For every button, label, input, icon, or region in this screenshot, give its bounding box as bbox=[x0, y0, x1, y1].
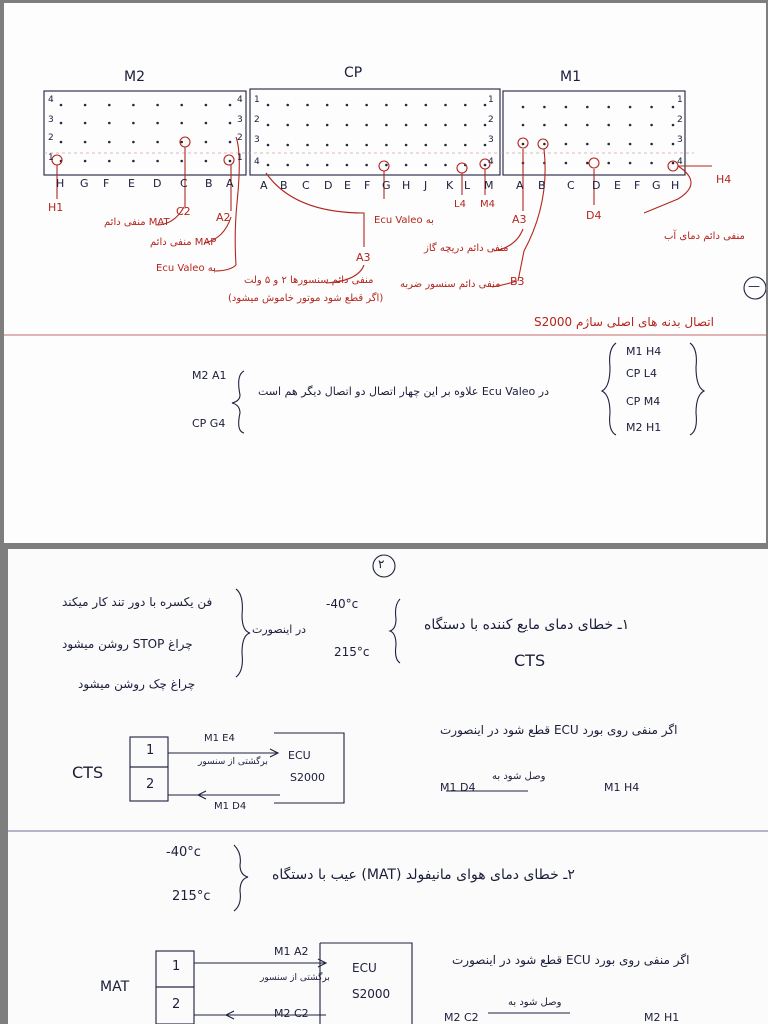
pin-dot bbox=[84, 141, 87, 144]
pin-dot bbox=[565, 162, 568, 165]
pin-dot bbox=[306, 124, 309, 127]
label-ecu-valeo-m2: Ecu Valeo به bbox=[156, 263, 216, 274]
pin-dot bbox=[365, 144, 368, 147]
m2-pin-f: F bbox=[103, 177, 110, 190]
pin-dot bbox=[229, 160, 232, 163]
connector-title-m1: M1 bbox=[560, 69, 581, 85]
pin-dot bbox=[326, 164, 329, 167]
pin-dot bbox=[229, 141, 232, 144]
pin-dot bbox=[84, 104, 87, 107]
section1-note: اگر منفی روی بورد ECU قطع شود در اینصورت bbox=[440, 723, 678, 737]
pin-dot bbox=[267, 164, 270, 167]
right-pin-4: M2 H1 bbox=[626, 421, 662, 434]
cts-return-note: برگشتی از سنسور bbox=[198, 757, 268, 767]
pin-dot bbox=[405, 164, 408, 167]
mat-ecu-label: ECU bbox=[352, 961, 377, 975]
cts-wire-bottom: M1 D4 bbox=[214, 801, 247, 812]
pin-dot bbox=[286, 124, 289, 127]
mat-wire-top: M1 A2 bbox=[274, 945, 309, 958]
section1-effect-2: چراغ STOP روشن میشود bbox=[62, 637, 193, 651]
pin-dot bbox=[365, 124, 368, 127]
cp-pin-e: E bbox=[344, 179, 351, 192]
pin-dot bbox=[629, 124, 632, 127]
section2-fix-text: وصل شود به bbox=[508, 997, 562, 1008]
pin-dot bbox=[205, 122, 208, 125]
m2-pin-b: B bbox=[205, 177, 213, 190]
label-main-negative: منفی دائم سنسورها ۲ و ۵ ولت bbox=[244, 275, 374, 286]
pin-dot bbox=[543, 124, 546, 127]
connector-diagram bbox=[4, 3, 766, 543]
pin-dot bbox=[565, 124, 568, 127]
m2-row-4-left: 4 bbox=[48, 95, 54, 105]
pin-dot bbox=[180, 141, 183, 144]
cts-pin-2: 2 bbox=[146, 777, 155, 792]
cp-pin-g: G bbox=[382, 179, 391, 192]
label-mat-negative: منفی دائم MAT bbox=[104, 217, 170, 228]
cp-pin-a: A bbox=[260, 179, 268, 192]
m2-pin-h: H bbox=[56, 177, 65, 190]
label-c2: C2 bbox=[176, 205, 191, 218]
pin-dot bbox=[180, 122, 183, 125]
pin-dot bbox=[650, 143, 653, 146]
m1-row-3-right: 3 bbox=[677, 135, 683, 145]
connector-title-cp: CP bbox=[344, 65, 363, 81]
notebook-page-2 bbox=[8, 549, 768, 1024]
cts-pin-1: 1 bbox=[146, 743, 155, 758]
pin-dot bbox=[365, 104, 368, 107]
cp-pin-d: D bbox=[324, 179, 333, 192]
pin-dot bbox=[543, 106, 546, 109]
connector-title-m2: M2 bbox=[124, 69, 145, 85]
label-h4: H4 bbox=[716, 173, 732, 186]
pin-dot bbox=[346, 144, 349, 147]
label-a3-m1: A3 bbox=[512, 213, 527, 226]
cp-row-1-right: 1 bbox=[488, 95, 494, 105]
pin-dot bbox=[484, 164, 487, 167]
label-map-negative: منفی دائم MAP bbox=[150, 237, 217, 248]
pin-dot bbox=[484, 144, 487, 147]
section1-fix-text: وصل شود به bbox=[492, 771, 546, 782]
pin-dot bbox=[156, 122, 159, 125]
pin-dot bbox=[229, 104, 232, 107]
pin-dot bbox=[346, 104, 349, 107]
cp-pin-c: C bbox=[302, 179, 310, 192]
section2-range-low: -40°c bbox=[166, 845, 201, 860]
pin-dot bbox=[132, 160, 135, 163]
cts-wire-top: M1 E4 bbox=[204, 733, 235, 744]
cp-row-2-right: 2 bbox=[488, 115, 494, 125]
pin-dot bbox=[607, 143, 610, 146]
section1-range-low: -40°c bbox=[326, 597, 359, 611]
pin-dot bbox=[444, 144, 447, 147]
pin-dot bbox=[132, 141, 135, 144]
section2-fix-to: M2 H1 bbox=[644, 1011, 680, 1024]
m2-connector-outline bbox=[44, 91, 246, 175]
pin-dot bbox=[286, 144, 289, 147]
label-knock-negative: منفی دائم سنسور ضربه bbox=[400, 279, 501, 290]
pin-dot bbox=[385, 144, 388, 147]
right-pin-1: M1 H4 bbox=[626, 345, 662, 358]
pin-dot bbox=[306, 104, 309, 107]
cp-row-3-right: 3 bbox=[488, 135, 494, 145]
pin-dot bbox=[650, 162, 653, 165]
pin-dot bbox=[672, 106, 675, 109]
m2-row-1-right: 1 bbox=[237, 153, 243, 163]
m1-row-2-right: 2 bbox=[677, 115, 683, 125]
cp-row-2-left: 2 bbox=[254, 115, 260, 125]
section2-fix-from: M2 C2 bbox=[444, 1011, 479, 1024]
cp-pin-h: H bbox=[402, 179, 411, 192]
pin-dot bbox=[425, 144, 428, 147]
pin-dot bbox=[205, 160, 208, 163]
pin-dot bbox=[565, 106, 568, 109]
m2-pin-d: D bbox=[153, 177, 162, 190]
pin-dot bbox=[464, 124, 467, 127]
m1-pin-h: H bbox=[671, 179, 680, 192]
cp-pin-l: L bbox=[464, 179, 471, 192]
pin-dot bbox=[326, 124, 329, 127]
pin-dot bbox=[108, 141, 111, 144]
cp-pin-b: B bbox=[280, 179, 288, 192]
pin-dot bbox=[444, 164, 447, 167]
pin-dot bbox=[267, 144, 270, 147]
mat-return-note: برگشتی از سنسور bbox=[260, 973, 330, 983]
pin-dot bbox=[108, 104, 111, 107]
pin-dot bbox=[108, 122, 111, 125]
cp-row-3-left: 3 bbox=[254, 135, 260, 145]
m2-row-2-right: 2 bbox=[237, 133, 243, 143]
cp-row-4-left: 4 bbox=[254, 157, 260, 167]
pin-dot bbox=[444, 104, 447, 107]
pin-dot bbox=[543, 143, 546, 146]
pin-dot bbox=[405, 124, 408, 127]
pin-dot bbox=[326, 144, 329, 147]
pin-dot bbox=[629, 106, 632, 109]
pin-dot bbox=[484, 124, 487, 127]
cp-pin-m: M bbox=[484, 179, 494, 192]
pin-dot bbox=[156, 160, 159, 163]
pin-dot bbox=[484, 104, 487, 107]
m1-pin-d: D bbox=[592, 179, 601, 192]
cp-row-4-right: 4 bbox=[488, 157, 494, 167]
cp-pin-j: J bbox=[424, 179, 428, 192]
m2-pin-a: A bbox=[226, 177, 234, 190]
pin-dot bbox=[672, 124, 675, 127]
pin-dot bbox=[425, 124, 428, 127]
dash-mark: — bbox=[748, 279, 760, 293]
pin-dot bbox=[132, 122, 135, 125]
pin-dot bbox=[385, 164, 388, 167]
pin-dot bbox=[286, 164, 289, 167]
pin-dot bbox=[565, 143, 568, 146]
pin-dot bbox=[444, 124, 447, 127]
cts-ecu-model: S2000 bbox=[290, 771, 325, 784]
pin-dot bbox=[326, 104, 329, 107]
section1-effect-1: فن یکسره با دور تند کار میکند bbox=[62, 595, 213, 609]
m1-connector-outline bbox=[503, 91, 685, 175]
pin-dot bbox=[60, 122, 63, 125]
pin-dot bbox=[586, 124, 589, 127]
pin-dot bbox=[586, 162, 589, 165]
label-pedal-negative: منفی دائم دریچه گاز bbox=[424, 243, 509, 254]
pin-dot bbox=[650, 106, 653, 109]
pin-dot bbox=[84, 122, 87, 125]
pin-dot bbox=[522, 124, 525, 127]
pin-dot bbox=[586, 106, 589, 109]
m2-row-3-left: 3 bbox=[48, 115, 54, 125]
cp-row-1-left: 1 bbox=[254, 95, 260, 105]
pin-dot bbox=[385, 124, 388, 127]
pin-dot bbox=[522, 143, 525, 146]
pin-dot bbox=[205, 104, 208, 107]
pin-dot bbox=[229, 122, 232, 125]
cts-sensor-label: CTS bbox=[72, 763, 104, 782]
label-cut-note: (اگر قطع شود موتور خاموش میشود) bbox=[228, 293, 384, 304]
m1-row-1-right: 1 bbox=[677, 95, 683, 105]
right-pin-2: CP L4 bbox=[626, 367, 657, 380]
m1-pin-g: G bbox=[652, 179, 661, 192]
pin-dot bbox=[672, 162, 675, 165]
pin-dot bbox=[464, 144, 467, 147]
m2-pin-e: E bbox=[128, 177, 135, 190]
mat-pin-1: 1 bbox=[172, 959, 181, 974]
pin-dot bbox=[607, 124, 610, 127]
page-number: ۲ bbox=[378, 557, 385, 571]
cts-ecu-label: ECU bbox=[288, 749, 311, 762]
right-pin-3: CP M4 bbox=[626, 395, 661, 408]
pin-dot bbox=[425, 104, 428, 107]
pin-dot bbox=[267, 104, 270, 107]
pin-dot bbox=[205, 141, 208, 144]
pin-dot bbox=[425, 164, 428, 167]
section1-title: ۱ـ خطای دمای مایع کننده با دستگاه bbox=[424, 617, 630, 633]
m1-pin-b: B bbox=[538, 179, 546, 192]
section1-fix-from: M1 D4 bbox=[440, 781, 476, 794]
pin-dot bbox=[267, 124, 270, 127]
notebook-page-1 bbox=[4, 3, 766, 543]
section1-in-case: در اینصورت bbox=[252, 623, 307, 636]
left-pin-2: CP G4 bbox=[192, 417, 226, 430]
mat-pin-2: 2 bbox=[172, 997, 181, 1012]
cp-pin-k: K bbox=[446, 179, 454, 192]
pin-dot bbox=[405, 104, 408, 107]
pin-dot bbox=[180, 104, 183, 107]
section1-range-high: 215°c bbox=[334, 645, 370, 659]
pin-dot bbox=[405, 144, 408, 147]
pin-dot bbox=[306, 164, 309, 167]
section1-effect-3: چراغ چک روشن میشود bbox=[78, 677, 196, 691]
label-l4: L4 bbox=[454, 199, 466, 210]
m2-row-4-right: 4 bbox=[237, 95, 243, 105]
section2-title: ۲ـ خطای دمای هوای مانیفولد (MAT) عیب با دستگاه bbox=[272, 867, 575, 883]
pin-dot bbox=[156, 104, 159, 107]
label-b3: B3 bbox=[510, 275, 525, 288]
label-a3-cp: A3 bbox=[356, 251, 371, 264]
pin-dot bbox=[60, 141, 63, 144]
m2-row-1-left: 1 bbox=[48, 153, 54, 163]
section1-fix-to: M1 H4 bbox=[604, 781, 640, 794]
label-ecu-valeo-cp: Ecu Valeo به bbox=[374, 215, 434, 226]
m2-pin-c: C bbox=[180, 177, 188, 190]
label-d4: D4 bbox=[586, 209, 602, 222]
pin-dot bbox=[522, 106, 525, 109]
cp-connector-outline bbox=[250, 89, 500, 175]
m2-pin-g: G bbox=[80, 177, 89, 190]
ground-sentence: در Ecu Valeo علاوه بر این چهار اتصال دو اتصال دیگر هم است bbox=[258, 385, 549, 398]
section2-range-high: 215°c bbox=[172, 889, 211, 904]
used-pin-markers bbox=[52, 137, 678, 173]
pin-dot bbox=[132, 104, 135, 107]
m1-pin-e: E bbox=[614, 179, 621, 192]
pin-dot bbox=[108, 160, 111, 163]
cp-pin-f: F bbox=[364, 179, 371, 192]
section-title: اتصال بدنه های اصلی ساژم S2000 bbox=[534, 315, 714, 329]
pin-dot bbox=[60, 104, 63, 107]
section1-code: CTS bbox=[514, 651, 546, 670]
m2-row-2-left: 2 bbox=[48, 133, 54, 143]
pin-dot bbox=[156, 141, 159, 144]
pin-dot bbox=[385, 104, 388, 107]
m2-row-3-right: 3 bbox=[237, 115, 243, 125]
mat-wire-bottom: M2 C2 bbox=[274, 1007, 309, 1020]
left-pin-1: M2 A1 bbox=[192, 369, 227, 382]
pin-dot bbox=[607, 162, 610, 165]
label-h1: H1 bbox=[48, 201, 64, 214]
label-m4: M4 bbox=[480, 199, 495, 210]
pin-dot bbox=[346, 164, 349, 167]
m1-pin-a: A bbox=[516, 179, 524, 192]
pin-dot bbox=[306, 144, 309, 147]
m1-pin-f: F bbox=[634, 179, 641, 192]
pin-dot bbox=[180, 160, 183, 163]
label-water-negative: منفی دائم دمای آب bbox=[664, 231, 745, 242]
m1-row-4-right: 4 bbox=[677, 157, 683, 167]
pin-dot bbox=[629, 143, 632, 146]
pin-dot bbox=[286, 104, 289, 107]
pin-dot bbox=[629, 162, 632, 165]
m1-pin-c: C bbox=[567, 179, 575, 192]
label-a2: A2 bbox=[216, 211, 231, 224]
pin-dot bbox=[365, 164, 368, 167]
pin-dot bbox=[84, 160, 87, 163]
pin-dot bbox=[346, 124, 349, 127]
mat-sensor-label: MAT bbox=[100, 979, 130, 995]
pin-dot bbox=[586, 143, 589, 146]
pin-dot bbox=[672, 143, 675, 146]
pin-dot bbox=[607, 106, 610, 109]
mat-ecu-model: S2000 bbox=[352, 987, 391, 1001]
pin-dot bbox=[650, 124, 653, 127]
pin-dot bbox=[464, 104, 467, 107]
section2-note: اگر منفی روی بورد ECU قطع شود در اینصورت bbox=[452, 953, 690, 967]
